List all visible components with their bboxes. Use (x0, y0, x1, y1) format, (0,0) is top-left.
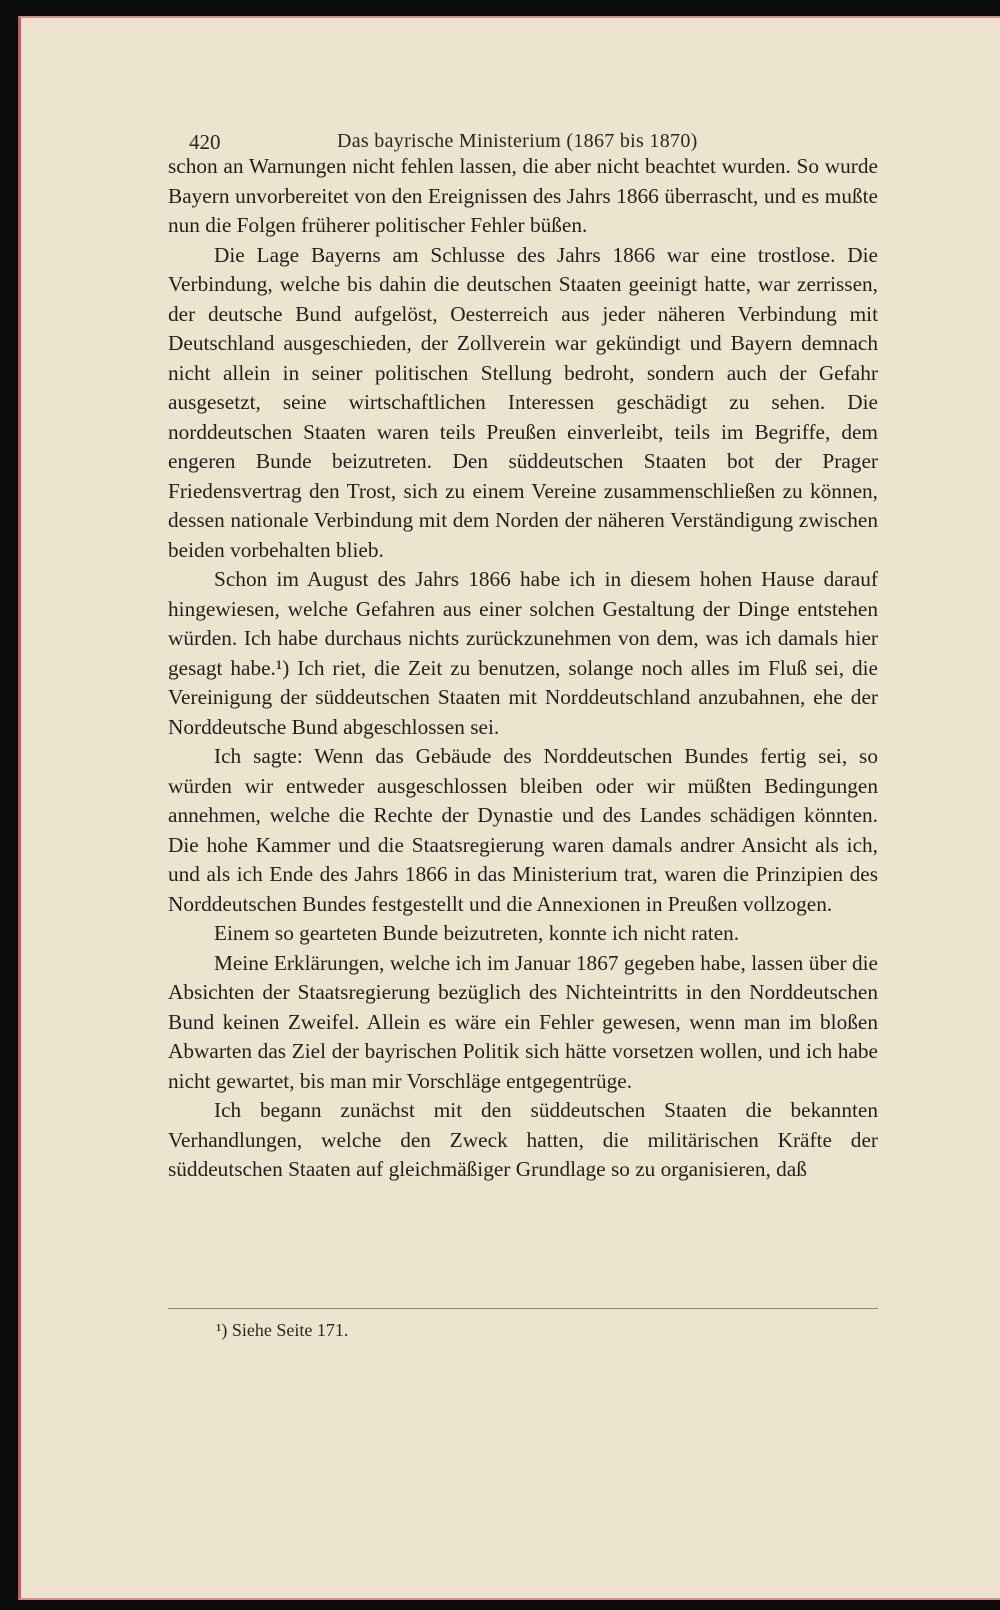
body-text (168, 152, 878, 1185)
footnote-rule (168, 1308, 878, 1309)
footnote: ¹) Siehe Seite 171. (216, 1320, 349, 1340)
running-title: Das bayrische Ministerium (1867 bis 1870) (337, 130, 698, 152)
paragraph: schon an Warnungen nicht fehlen lassen, die aber nicht beachtet wurden. So wurde Bayern unvorbereitet von den Ereignissen des Jahrs 1866 überrascht, und es mußte nun die Folgen früherer politischer Fehler büßen. (168, 154, 878, 237)
paragraph: Einem so gearteten Bunde beizutreten, konnte ich nicht raten. (214, 921, 740, 945)
page-number: 420 (189, 130, 221, 154)
paragraph: Ich sagte: Wenn das Gebäude des Norddeutschen Bundes fertig sei, so würden wir entweder ausgeschlossen bleiben oder wir müßten Bedingungen annehmen, welche die Rechte der Dynastie und des Landes schädigen könnten. Die hohe Kammer und die Staatsregierung waren damals andrer Ansicht als ich, und als ich Ende des Jahrs 1866 in das Ministerium trat, waren die Prinzipien des Norddeutschen Bundes festgestellt und die Annexionen in Preußen vollzogen. (168, 744, 878, 916)
paragraph: Schon im August des Jahrs 1866 habe ich in diesem hohen Hause darauf hingewiesen, welche Gefahren aus einer solchen Gestaltung der Dinge entstehen würden. Ich habe durchaus nichts zurückzunehmen von dem, was ich damals hier gesagt habe.¹) Ich riet, die Zeit zu benutzen, solange noch alles im Fluß sei, die Vereinigung der süddeutschen Staaten mit Norddeutschland anzubahnen, ehe der Norddeutsche Bund abgeschlossen sei. (168, 567, 878, 739)
paragraph: Ich begann zunächst mit den süddeutschen Staaten die bekannten Verhandlungen, welche den Zweck hatten, die militärischen Kräfte der süddeutschen Staaten auf gleichmäßiger Grundlage so zu organisieren, daß (168, 1098, 878, 1181)
paragraph: Die Lage Bayerns am Schlusse des Jahrs 1866 war eine trostlose. Die Verbindung, welche bis dahin die deutschen Staaten geeinigt hatte, war zerrissen, der deutsche Bund aufgelöst, Oesterreich aus jeder näheren Verbindung mit Deutschland ausgeschieden, der Zollverein war gekündigt und Bayern demnach nicht allein in seiner politischen Stellung bedroht, sondern auch der Gefahr ausgesetzt, seine wirtschaftlichen Interessen geschädigt zu sehen. Die norddeutschen Staaten waren teils Preußen einverleibt, teils im Begriffe, dem engeren Bunde beizutreten. Den süddeutschen Staaten bot der Prager Friedensvertrag den Trost, sich zu einem Vereine zusammenschließen zu können, dessen nationale Verbindung mit dem Norden der näheren Verständigung zwischen beiden vorbehalten blieb. (168, 242, 878, 562)
paragraph: Meine Erklärungen, welche ich im Januar 1867 gegeben habe, lassen über die Absichten der Staatsregierung bezüglich des Nichteintritts in den Norddeutschen Bund keinen Zweifel. Allein es wäre ein Fehler gewesen, wenn man im bloßen Abwarten das Ziel der bayrischen Politik sich hätte vorsetzen wollen, und ich habe nicht gewartet, bis man mir Vorschläge entgegentrüge. (168, 950, 878, 1093)
